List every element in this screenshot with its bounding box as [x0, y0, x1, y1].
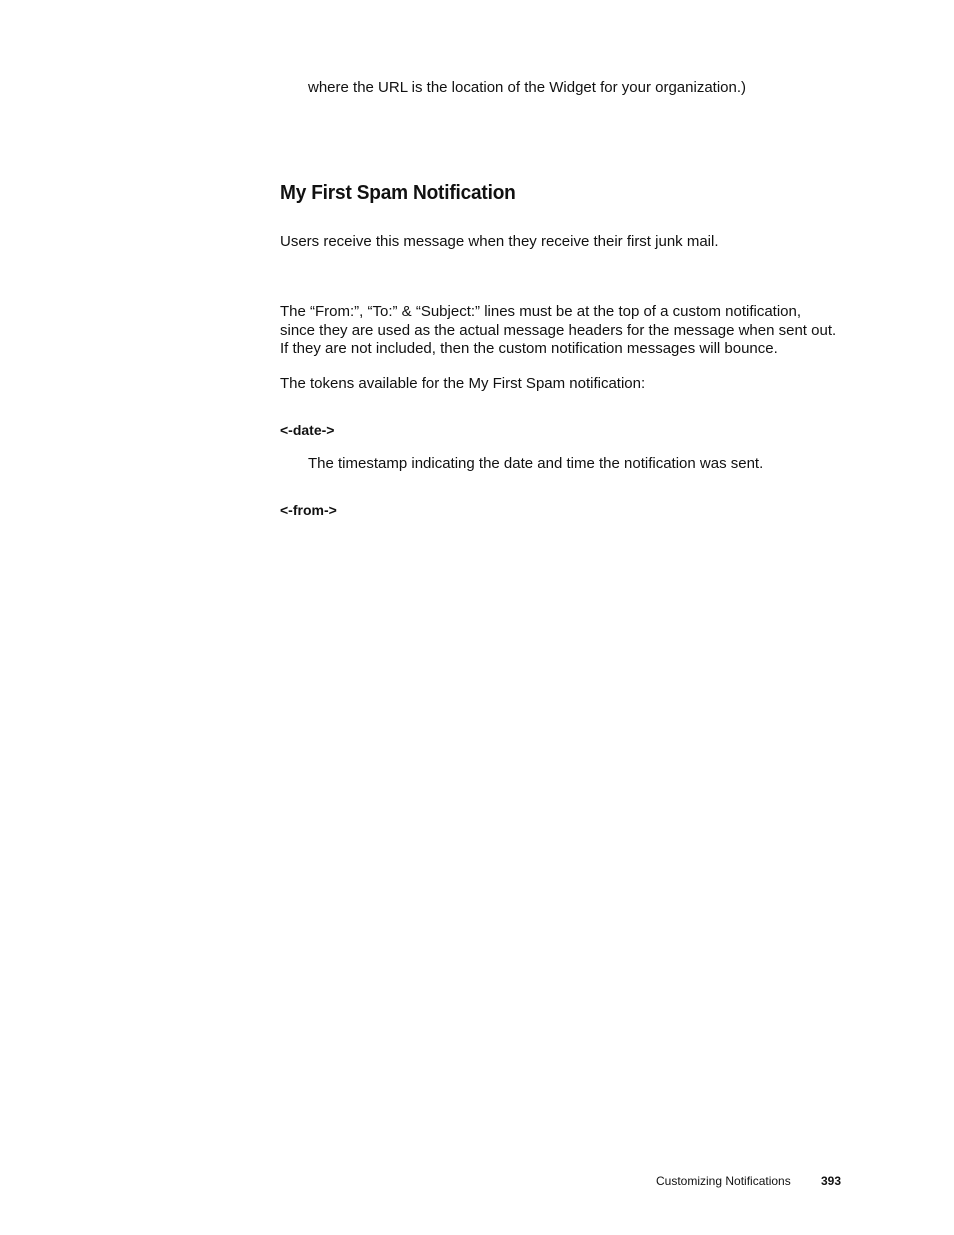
intro-paragraph: Users receive this message when they receive their first junk mail. — [280, 233, 719, 250]
token-description-date: The timestamp indicating the date and time the notification was sent. — [308, 455, 764, 472]
token-name-from: <-from-> — [280, 502, 337, 518]
section-heading: My First Spam Notification — [280, 181, 516, 204]
footer-page-number: 393 — [821, 1174, 842, 1188]
footer-chapter-title: Customizing Notifications — [656, 1174, 791, 1188]
continuation-paragraph: where the URL is the location of the Widget for your organization.) — [308, 79, 747, 96]
tokens-intro-paragraph: The tokens available for the My First Spam notification: — [280, 375, 646, 392]
headers-note-paragraph: The “From:”, “To:” & “Subject:” lines must be at the top of a custom notification, since they are used as the actual message headers for the message when sent out. If they are not included, then the custom notification messages will bounce. — [280, 303, 837, 357]
token-name-date: <-date-> — [280, 422, 335, 438]
